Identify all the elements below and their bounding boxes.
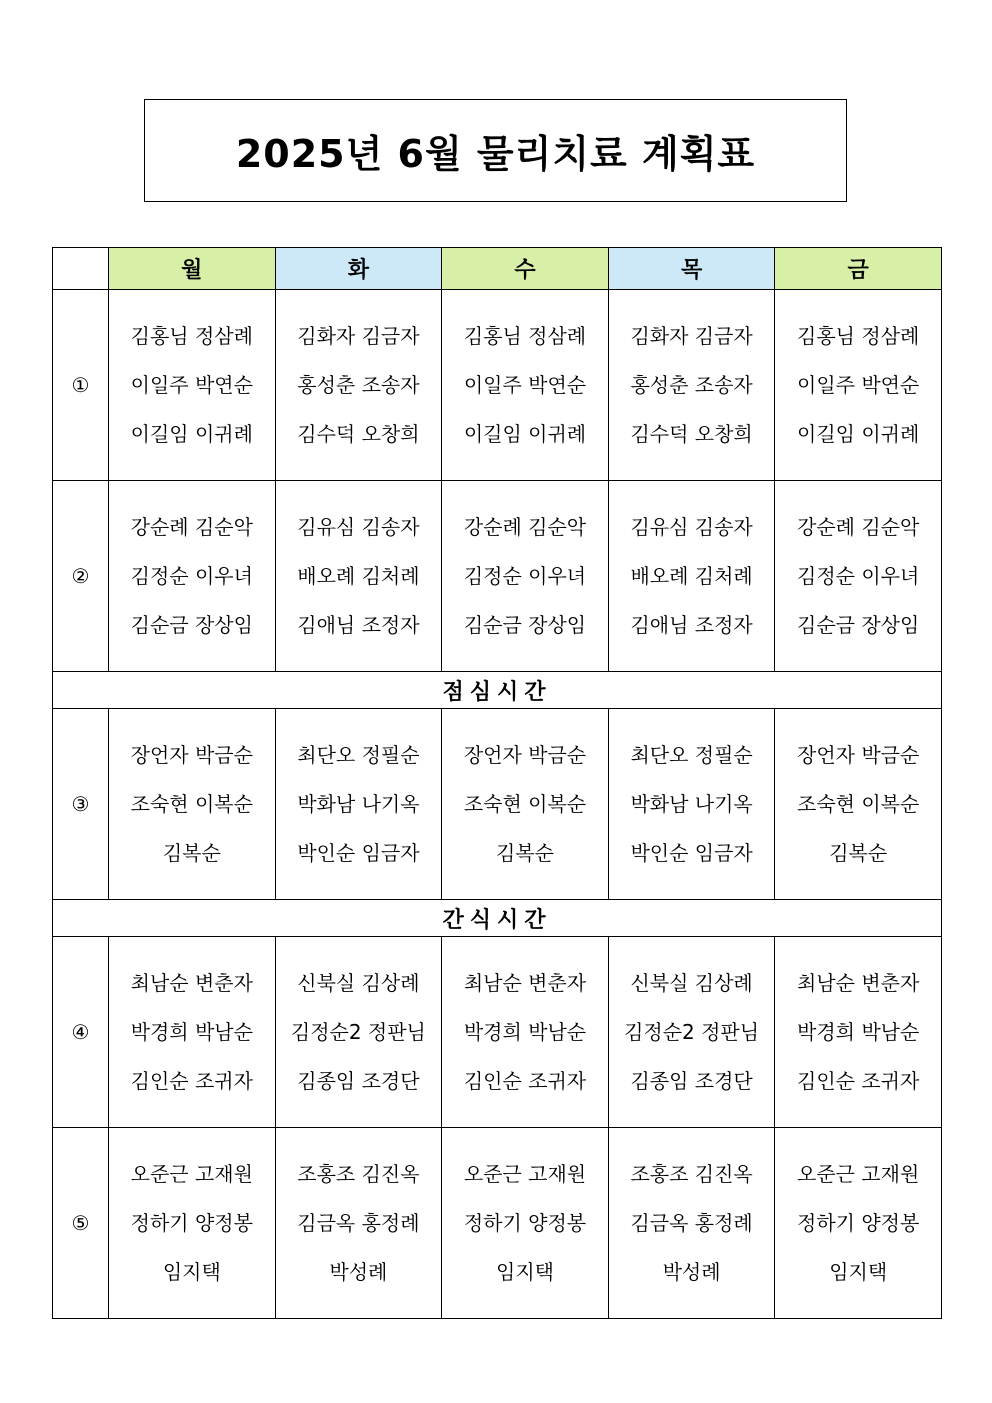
- slot-number: ⑤: [53, 1128, 109, 1319]
- patient-names: 이길임 이귀례: [797, 421, 920, 446]
- schedule-cell-wed: [442, 481, 609, 672]
- name-list: [109, 1150, 275, 1297]
- schedule-cell-fri: [775, 481, 942, 672]
- schedule-cell-wed: [442, 709, 609, 900]
- patient-names: 이길임 이귀례: [130, 421, 253, 446]
- slot-row-2: [53, 481, 942, 672]
- schedule-cell-wed: [442, 290, 609, 481]
- schedule-cell-thu: [608, 290, 775, 481]
- slot-row-4: [53, 937, 942, 1128]
- lunch-break-label: 점심시간: [53, 672, 942, 709]
- schedule-cell-fri: [775, 290, 942, 481]
- schedule-cell-fri: [775, 937, 942, 1128]
- snack-break-row: [53, 900, 942, 937]
- patient-names: 장언자 박금순: [463, 742, 587, 767]
- patient-names: 조홍조 김진옥: [630, 1161, 753, 1186]
- name-list: [109, 959, 275, 1106]
- patient-names: 조숙현 이복순: [797, 791, 920, 816]
- day-header-mon: 월: [109, 248, 276, 290]
- day-header-thu: 목: [608, 248, 775, 290]
- schedule-cell-tue: [275, 481, 442, 672]
- patient-names: 최단오 정필순: [297, 742, 420, 767]
- patient-names: 박화남 나기옥: [297, 791, 420, 816]
- patient-names: 홍성춘 조송자: [297, 372, 420, 397]
- schedule-cell-tue: [275, 709, 442, 900]
- name-list: [442, 312, 608, 459]
- schedule-cell-mon: [109, 290, 276, 481]
- schedule-cell-fri: [775, 1128, 942, 1319]
- patient-names: 정하기 양정봉: [130, 1210, 253, 1235]
- patient-names: 김정순2 정판님: [290, 1019, 426, 1044]
- day-header-wed: 수: [442, 248, 609, 290]
- patient-names: 김홍님 정삼례: [130, 323, 253, 348]
- name-list: [775, 312, 941, 459]
- schedule-cell-thu: [608, 481, 775, 672]
- schedule-cell-fri: [775, 709, 942, 900]
- patient-names: 김금옥 홍정례: [297, 1210, 420, 1235]
- name-list: [442, 503, 608, 650]
- patient-names: 박경희 박남순: [463, 1019, 587, 1044]
- page-title: 2025년 6월 물리치료 계획표: [235, 132, 756, 176]
- patient-names: 정하기 양정봉: [797, 1210, 920, 1235]
- patient-names: 최남순 변춘자: [130, 970, 253, 995]
- patient-names: 임지택: [162, 1259, 221, 1284]
- patient-names: 신북실 김상례: [297, 970, 420, 995]
- patient-names: 김정순 이우녀: [130, 563, 253, 588]
- patient-names: 김금옥 홍정례: [630, 1210, 753, 1235]
- lunch-break-row: [53, 672, 942, 709]
- patient-names: 김순금 장상임: [130, 612, 253, 637]
- slot-row-3: [53, 709, 942, 900]
- patient-names: 김복순: [829, 840, 888, 865]
- schedule-cell-thu: [608, 937, 775, 1128]
- patient-names: 이일주 박연순: [797, 372, 920, 397]
- patient-names: 임지택: [496, 1259, 554, 1284]
- patient-names: 김인순 조귀자: [463, 1068, 587, 1093]
- name-list: [442, 959, 608, 1106]
- name-list: [276, 312, 442, 459]
- patient-names: 오준근 고재원: [130, 1161, 253, 1186]
- patient-names: 박경희 박남순: [797, 1019, 920, 1044]
- patient-names: 김유심 김송자: [297, 514, 420, 539]
- name-list: [775, 1150, 941, 1297]
- patient-names: 이길임 이귀례: [463, 421, 587, 446]
- patient-names: 김화자 김금자: [297, 323, 420, 348]
- snack-break-label: 간식시간: [53, 900, 942, 937]
- patient-names: 조숙현 이복순: [463, 791, 587, 816]
- name-list: [609, 959, 775, 1106]
- patient-names: 신북실 김상례: [630, 970, 753, 995]
- patient-names: 김종임 조경단: [297, 1068, 420, 1093]
- patient-names: 강순례 김순악: [463, 514, 587, 539]
- slot-number: ④: [53, 937, 109, 1128]
- patient-names: 김애님 조정자: [297, 612, 420, 637]
- patient-names: 박성례: [329, 1259, 388, 1284]
- schedule-table: [52, 247, 942, 1319]
- patient-names: 김정순 이우녀: [463, 563, 587, 588]
- patient-names: 김홍님 정삼례: [463, 323, 587, 348]
- schedule-cell-wed: [442, 1128, 609, 1319]
- patient-names: 김인순 조귀자: [797, 1068, 920, 1093]
- patient-names: 김순금 장상임: [797, 612, 920, 637]
- patient-names: 장언자 박금순: [130, 742, 253, 767]
- patient-names: 강순례 김순악: [797, 514, 920, 539]
- name-list: [609, 731, 775, 878]
- name-list: [775, 731, 941, 878]
- patient-names: 김유심 김송자: [630, 514, 753, 539]
- schedule-cell-wed: [442, 937, 609, 1128]
- patient-names: 김홍님 정삼례: [797, 323, 920, 348]
- patient-names: 강순례 김순악: [130, 514, 253, 539]
- name-list: [442, 731, 608, 878]
- title-box: [144, 99, 847, 202]
- patient-names: 김수덕 오창희: [630, 421, 753, 446]
- patient-names: 최단오 정필순: [630, 742, 753, 767]
- slot-number: ③: [53, 709, 109, 900]
- name-list: [109, 731, 275, 878]
- patient-names: 김정순2 정판님: [624, 1019, 760, 1044]
- patient-names: 오준근 고재원: [463, 1161, 587, 1186]
- schedule-cell-mon: [109, 1128, 276, 1319]
- patient-names: 오준근 고재원: [797, 1161, 920, 1186]
- name-list: [609, 503, 775, 650]
- patient-names: 김수덕 오창희: [297, 421, 420, 446]
- patient-names: 김복순: [162, 840, 221, 865]
- patient-names: 김인순 조귀자: [130, 1068, 253, 1093]
- patient-names: 김복순: [496, 840, 554, 865]
- name-list: [109, 312, 275, 459]
- slot-number: ①: [53, 290, 109, 481]
- name-list: [442, 1150, 608, 1297]
- name-list: [109, 503, 275, 650]
- schedule-cell-mon: [109, 481, 276, 672]
- name-list: [276, 731, 442, 878]
- patient-names: 김정순 이우녀: [797, 563, 920, 588]
- patient-names: 박경희 박남순: [130, 1019, 253, 1044]
- header-row: [53, 248, 942, 290]
- patient-names: 김종임 조경단: [630, 1068, 753, 1093]
- name-list: [276, 1150, 442, 1297]
- name-list: [609, 312, 775, 459]
- day-header-tue: 화: [275, 248, 442, 290]
- patient-names: 정하기 양정봉: [463, 1210, 587, 1235]
- name-list: [775, 503, 941, 650]
- patient-names: 박화남 나기옥: [630, 791, 753, 816]
- patient-names: 홍성춘 조송자: [630, 372, 753, 397]
- patient-names: 김애님 조정자: [630, 612, 753, 637]
- corner-cell: [53, 248, 109, 290]
- patient-names: 조홍조 김진옥: [297, 1161, 420, 1186]
- slot-number: ②: [53, 481, 109, 672]
- name-list: [609, 1150, 775, 1297]
- patient-names: 배오례 김처례: [297, 563, 420, 588]
- schedule-cell-tue: [275, 1128, 442, 1319]
- name-list: [276, 959, 442, 1106]
- name-list: [775, 959, 941, 1106]
- patient-names: 김화자 김금자: [630, 323, 753, 348]
- patient-names: 배오례 김처례: [630, 563, 753, 588]
- slot-row-1: [53, 290, 942, 481]
- patient-names: 임지택: [829, 1259, 888, 1284]
- patient-names: 박인순 임금자: [297, 840, 420, 865]
- schedule-cell-mon: [109, 937, 276, 1128]
- slot-row-5: [53, 1128, 942, 1319]
- name-list: [276, 503, 442, 650]
- schedule-cell-tue: [275, 290, 442, 481]
- schedule-cell-thu: [608, 709, 775, 900]
- patient-names: 이일주 박연순: [130, 372, 253, 397]
- patient-names: 김순금 장상임: [463, 612, 587, 637]
- schedule-cell-thu: [608, 1128, 775, 1319]
- patient-names: 이일주 박연순: [463, 372, 587, 397]
- patient-names: 최남순 변춘자: [463, 970, 587, 995]
- patient-names: 박인순 임금자: [630, 840, 753, 865]
- schedule-cell-mon: [109, 709, 276, 900]
- patient-names: 장언자 박금순: [797, 742, 920, 767]
- patient-names: 최남순 변춘자: [797, 970, 920, 995]
- schedule-cell-tue: [275, 937, 442, 1128]
- day-header-fri: 금: [775, 248, 942, 290]
- patient-names: 박성례: [662, 1259, 721, 1284]
- patient-names: 조숙현 이복순: [130, 791, 253, 816]
